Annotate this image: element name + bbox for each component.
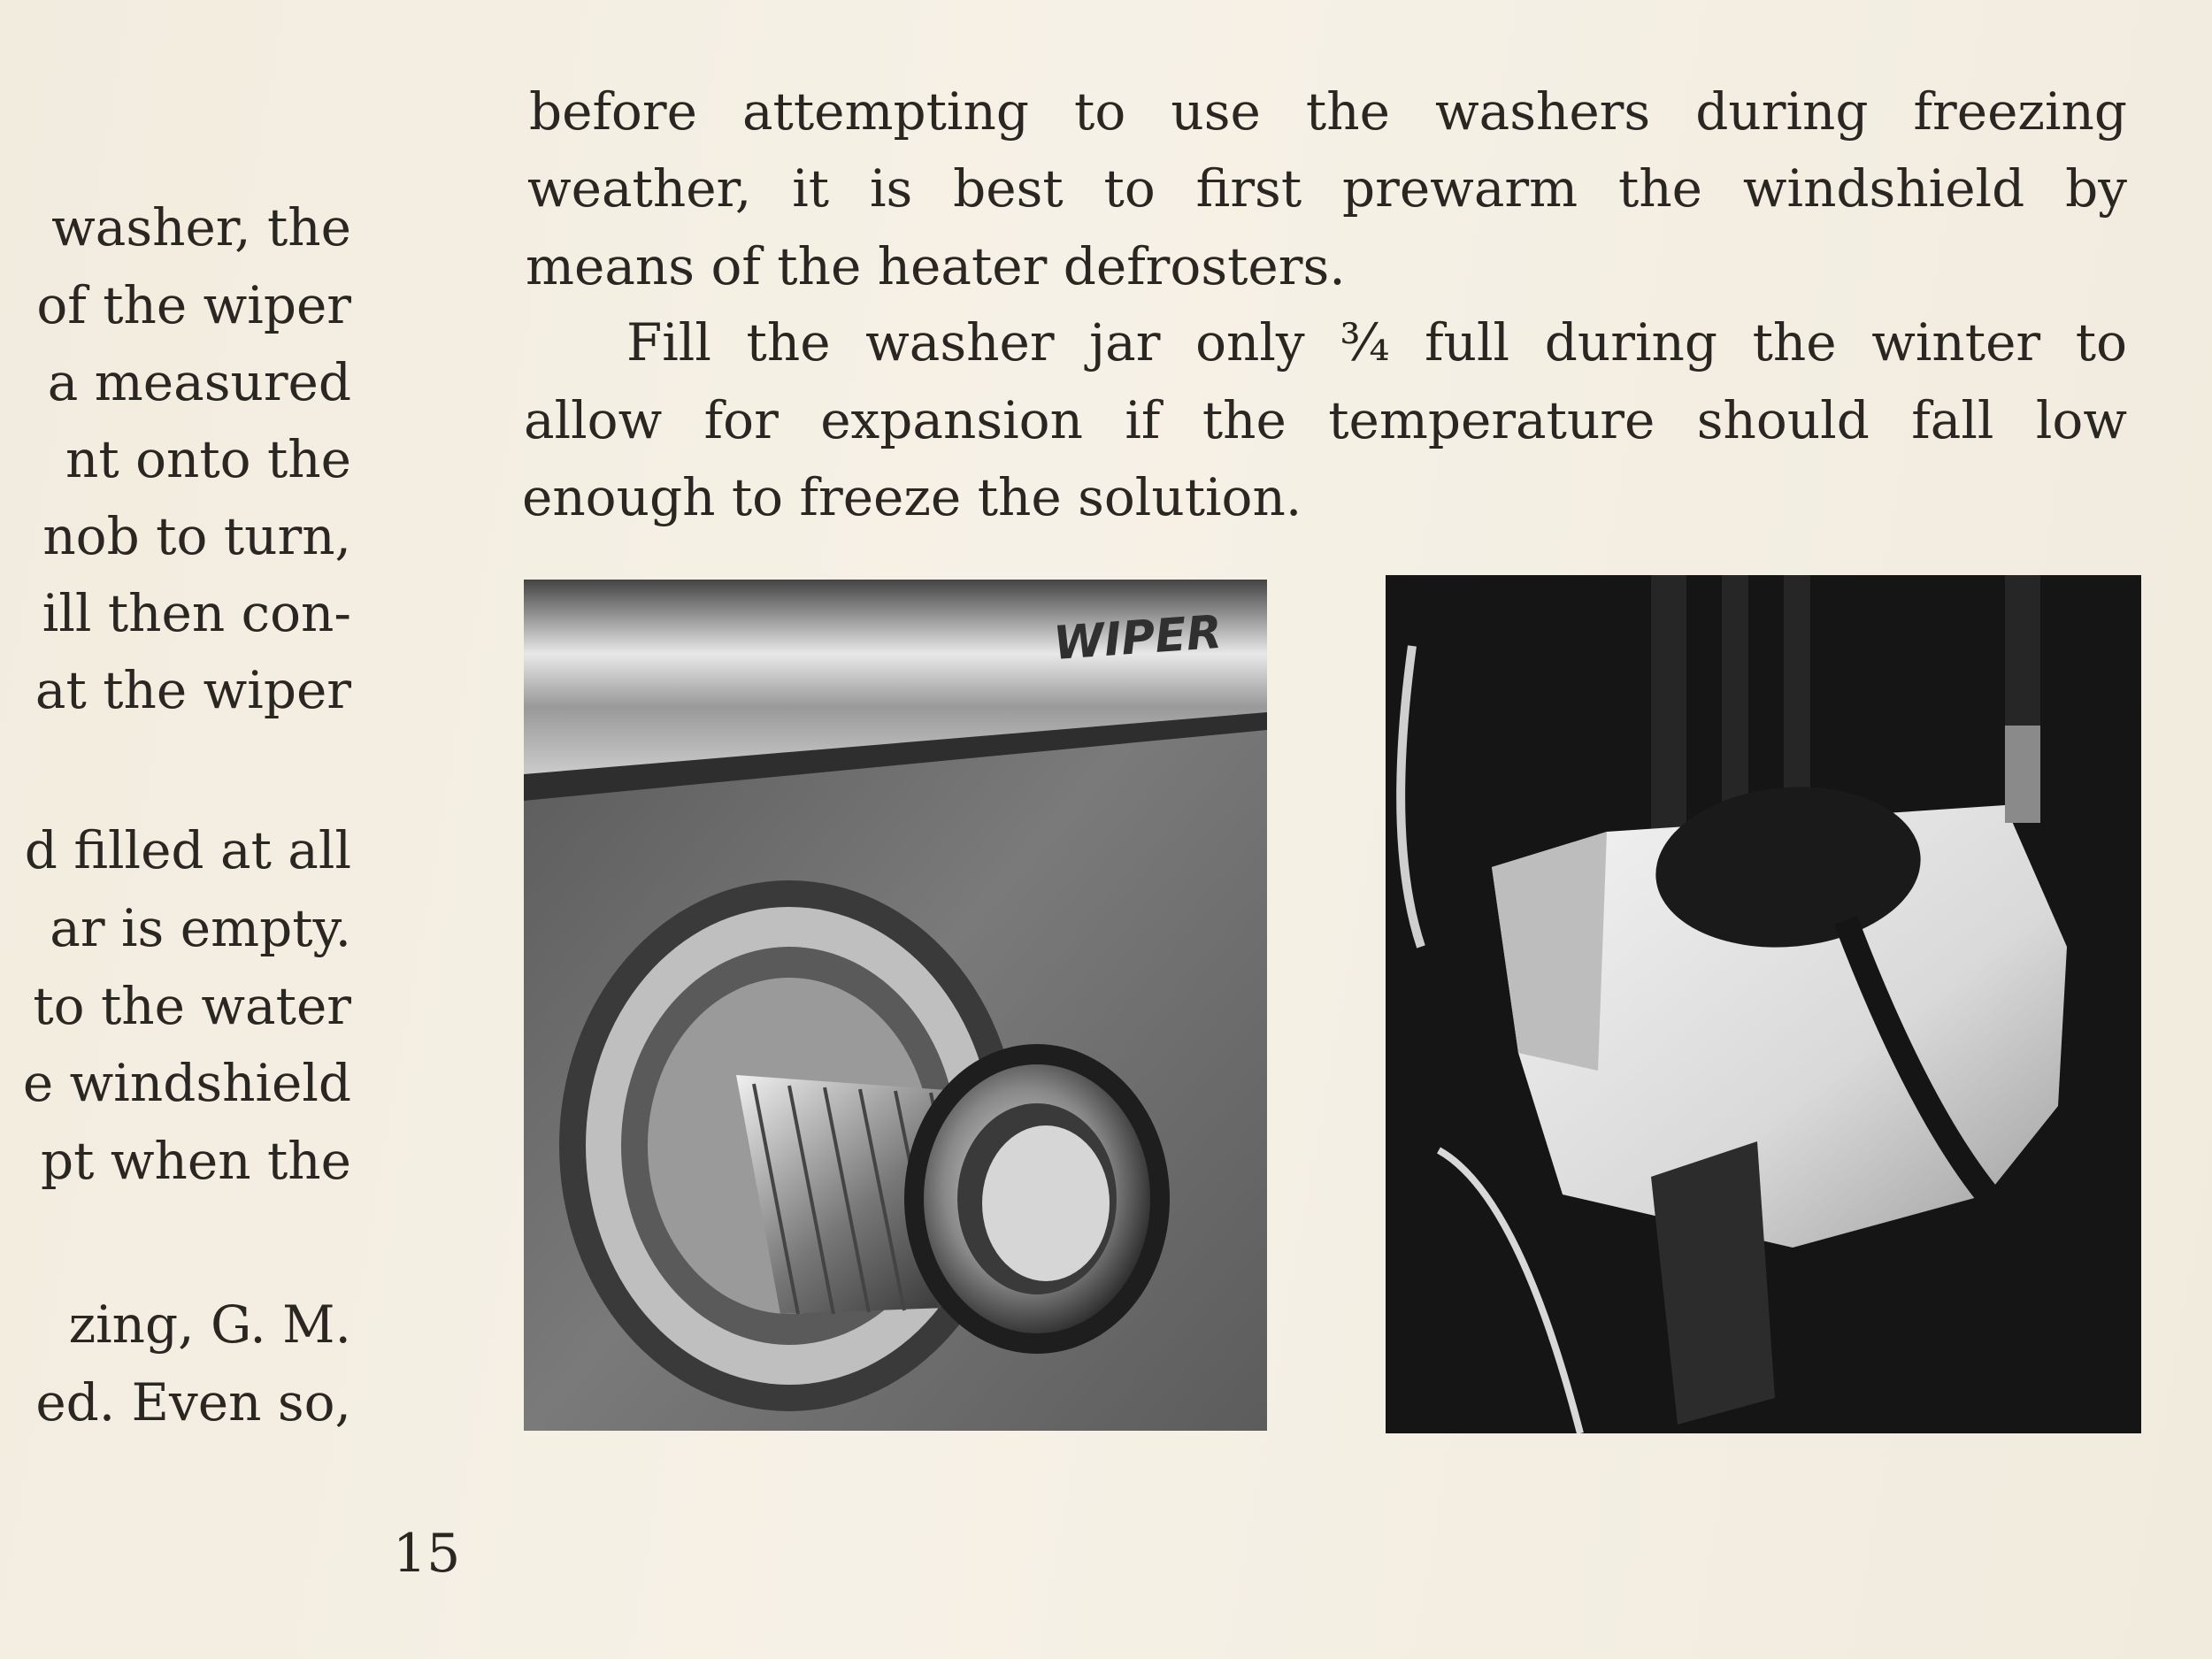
wiper-label: WIPER (1051, 605, 1224, 671)
text-line: ill then con- (42, 583, 351, 643)
washer-jar-photo (1386, 575, 2141, 1433)
text-line: pt when the (41, 1131, 351, 1191)
text-line: ar is empty. (50, 898, 351, 958)
washer-jar-illustration (1386, 575, 2141, 1433)
text-line: before attempting to use the washers during freezing (529, 81, 2127, 142)
text-line: d filled at all (24, 820, 351, 880)
text-line: to the water (33, 976, 351, 1036)
text-line: of the wiper (36, 275, 351, 335)
text-line: means of the heater defrosters. (526, 236, 1346, 296)
text-line: at the wiper (35, 660, 351, 720)
text-line: nt onto the (65, 429, 351, 489)
text-line: e windshield (22, 1053, 351, 1113)
text-line: allow for expansion if the temperature should fall low (524, 390, 2127, 450)
text-line: nob to turn, (42, 506, 351, 566)
text-line: weather, it is best to first prewarm the windshield by (527, 158, 2127, 219)
text-line: washer, the (51, 197, 351, 257)
text-line: zing, G. M. (68, 1294, 351, 1355)
wiper-knob-illustration (524, 580, 1267, 1431)
text-line: Fill the washer jar only ¾ full during the winter to (626, 312, 2127, 373)
text-line: ed. Even so, (35, 1372, 351, 1432)
wiper-knob-photo (524, 580, 1267, 1431)
text-line: a measured (47, 352, 351, 412)
text-line: enough to freeze the solution. (522, 467, 1302, 527)
page-number: 15 (393, 1523, 461, 1585)
